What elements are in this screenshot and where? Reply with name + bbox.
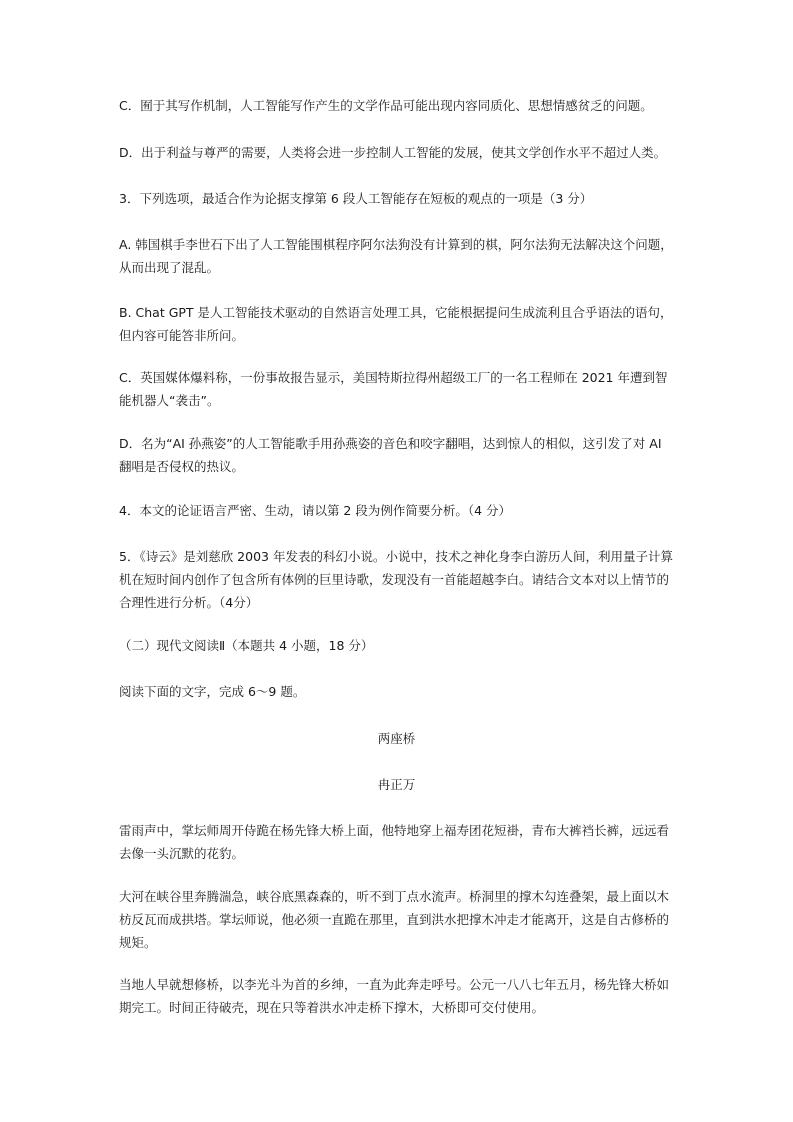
q3-option-b: B. Chat GPT 是人工智能技术驱动的自然语言处理工具，它能根据提问生成流利且合乎语法的语句，但内容可能答非所问。 xyxy=(119,305,673,343)
question-5: 5．《诗云》是刘慈欣 2003 年发表的科幻小说。小说中，技术之神化身李白游历人间，利用量子计算机在短时间内创作了包含所有体例的巨里诗歌，发现没有一首能超越李白。请结合文本对以上情节的合理性进行分析。（4分） xyxy=(119,549,673,610)
option-c-paragraph: C．囿于其写作机制，人工智能写作产生的文学作品可能出现内容同质化、思想情感贫乏的问题。 xyxy=(119,98,653,113)
reading-instruction: 阅读下面的文字，完成 6～9 题。 xyxy=(119,684,306,699)
question-3-stem: 3．下列选项，最适合作为论据支撑第 6 段人工智能存在短板的观点的一项是（3 分） xyxy=(119,191,593,206)
question-4: 4．本文的论证语言严密、生动，请以第 2 段为例作简要分析。（4 分） xyxy=(119,503,512,518)
q3-option-a: A. 韩国棋手李世石下出了人工智能围棋程序阿尔法狗没有计算到的棋，阿尔法狗无法解决这个问题，从而出现了混乱。 xyxy=(119,237,673,275)
q3-option-d: D．名为“AI 孙燕姿”的人工智能歌手用孙燕姿的音色和咬字翻唱，达到惊人的相似，这引发了对 AI 翻唱是否侵权的热议。 xyxy=(119,436,662,474)
option-d-paragraph: D．出于利益与尊严的需要，人类将会进一步控制人工智能的发展，使其文学创作水平不超过人类。 xyxy=(119,145,667,160)
section-heading: （二）现代文阅读Ⅱ（本题共 4 小题，18 分） xyxy=(119,638,374,653)
article-paragraph: 大河在峡谷里奔腾湍急，峡谷底黑森森的，听不到丁点水流声。桥洞里的撑木勾连叠架，最上面以木枋反瓦而成拱塔。掌坛师说，他必须一直跪在那里，直到洪水把撑木冲走才能离开，这是自古修桥的规矩。 xyxy=(119,889,670,950)
article-paragraph: 当地人早就想修桥，以李光斗为首的乡绅，一直为此奔走呼号。公元一八八七年五月，杨先锋大桥如期完工。时间正待破壳，现在只等着洪水冲走桥下撑木，大桥即可交付使用。 xyxy=(119,977,670,1015)
article-author: 冉正万 xyxy=(377,777,416,792)
q3-option-c: C．英国媒体爆料称，一份事故报告显示，美国特斯拉得州超级工厂的一名工程师在 2021 年遭到智能机器人“袭击”。 xyxy=(119,370,668,408)
article-title: 两座桥 xyxy=(377,731,416,746)
article-paragraph: 雷雨声中，掌坛师周开侍跪在杨先锋大桥上面，他特地穿上福寿团花短褂，青布大裤裆长裤，远远看去像一头沉默的花豹。 xyxy=(119,823,670,861)
